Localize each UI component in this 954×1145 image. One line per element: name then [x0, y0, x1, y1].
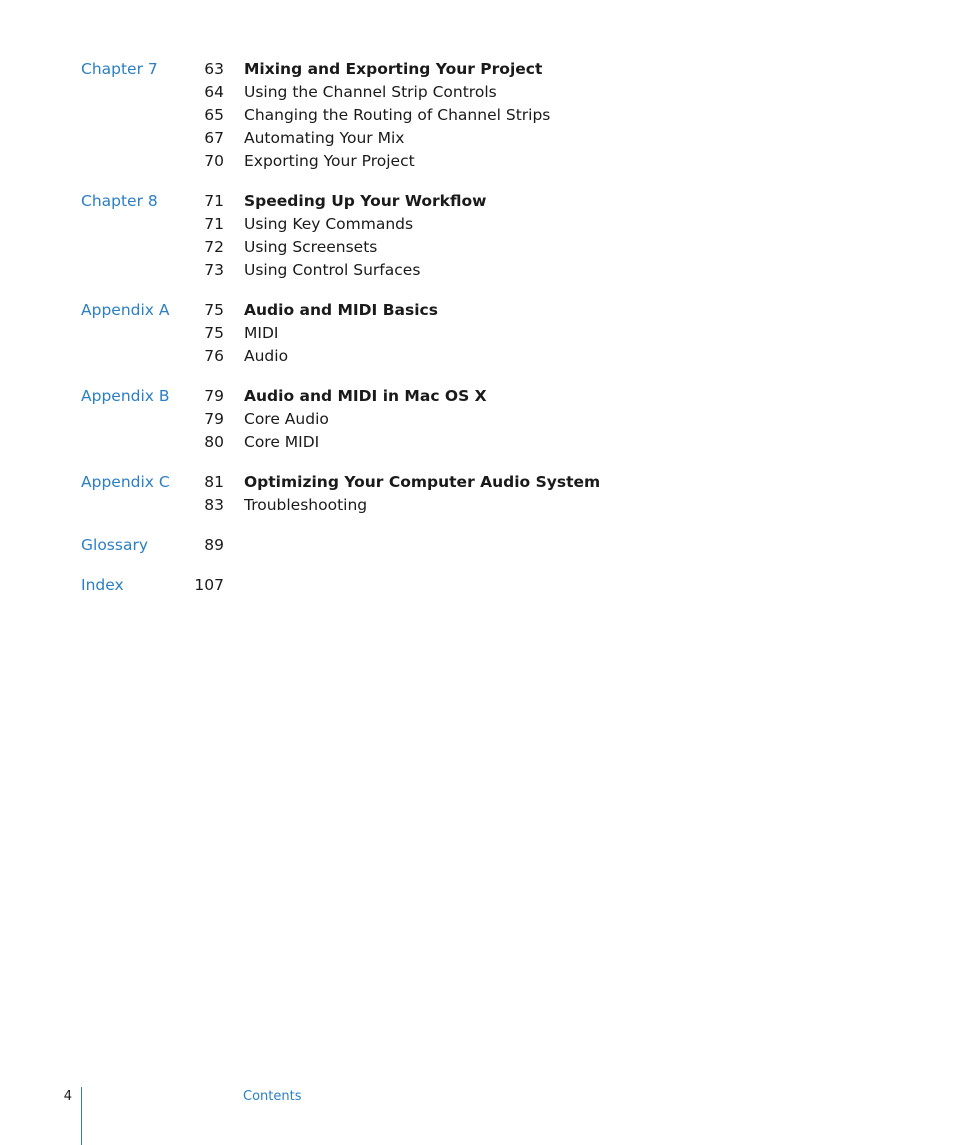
toc-page-number: 107: [194, 576, 224, 594]
toc-entry[interactable]: [0, 322, 954, 345]
toc-page-number: 70: [204, 152, 224, 170]
toc-section-label[interactable]: Glossary: [81, 536, 148, 554]
footer-section-title: Contents: [243, 1089, 302, 1104]
toc-entry-title[interactable]: MIDI: [244, 324, 279, 342]
toc-entry[interactable]: [0, 385, 954, 408]
toc-page-number: 75: [204, 324, 224, 342]
toc-page-number: 71: [204, 192, 224, 210]
toc-entry[interactable]: [0, 299, 954, 322]
toc-section: [0, 385, 954, 454]
toc-page-number: 64: [204, 83, 224, 101]
toc-page-number: 79: [204, 387, 224, 405]
toc-section-label[interactable]: Appendix B: [81, 387, 170, 405]
toc-entry[interactable]: [0, 408, 954, 431]
toc-entry[interactable]: [0, 127, 954, 150]
footer-divider: [81, 1087, 82, 1145]
toc-section-label[interactable]: Appendix C: [81, 473, 170, 491]
toc-entry-title[interactable]: Changing the Routing of Channel Strips: [244, 106, 551, 124]
toc-entry[interactable]: [0, 431, 954, 454]
toc-entry[interactable]: [0, 574, 954, 597]
toc-entry-title[interactable]: Optimizing Your Computer Audio System: [244, 473, 601, 491]
toc-page-number: 67: [204, 129, 224, 147]
toc-entry-title[interactable]: Exporting Your Project: [244, 152, 415, 170]
toc-entry[interactable]: [0, 259, 954, 282]
toc-entry-title[interactable]: Using Control Surfaces: [244, 261, 421, 279]
toc-entry[interactable]: [0, 494, 954, 517]
toc-entry-title[interactable]: Audio: [244, 347, 289, 365]
toc-section: [0, 534, 954, 557]
toc-entry-title[interactable]: Core MIDI: [244, 433, 320, 451]
table-of-contents: [0, 58, 954, 614]
toc-entry[interactable]: [0, 213, 954, 236]
toc-section-label[interactable]: Chapter 7: [81, 60, 158, 78]
toc-page-number: 89: [204, 536, 224, 554]
footer-page-number: 4: [63, 1089, 72, 1104]
toc-section: [0, 58, 954, 173]
toc-page-number: 83: [204, 496, 224, 514]
toc-entry[interactable]: [0, 81, 954, 104]
toc-entry-title[interactable]: Automating Your Mix: [244, 129, 405, 147]
toc-page-number: 73: [204, 261, 224, 279]
toc-entry-title[interactable]: Using the Channel Strip Controls: [244, 83, 497, 101]
toc-entry[interactable]: [0, 534, 954, 557]
toc-page-number: 72: [204, 238, 224, 256]
toc-entry-title[interactable]: Using Screensets: [244, 238, 378, 256]
toc-page-number: 80: [204, 433, 224, 451]
toc-page-number: 76: [204, 347, 224, 365]
toc-entry-title[interactable]: Mixing and Exporting Your Project: [244, 60, 543, 78]
toc-entry[interactable]: [0, 150, 954, 173]
toc-section: [0, 471, 954, 517]
toc-page-number: 79: [204, 410, 224, 428]
toc-page-number: 65: [204, 106, 224, 124]
toc-entry[interactable]: [0, 104, 954, 127]
toc-entry[interactable]: [0, 190, 954, 213]
toc-page-number: 81: [204, 473, 224, 491]
toc-section: [0, 190, 954, 282]
toc-entry-title[interactable]: Using Key Commands: [244, 215, 414, 233]
toc-entry[interactable]: [0, 236, 954, 259]
toc-page-number: 71: [204, 215, 224, 233]
toc-section-label[interactable]: Appendix A: [81, 301, 170, 319]
toc-entry[interactable]: [0, 58, 954, 81]
toc-entry-title[interactable]: Audio and MIDI in Mac OS X: [244, 387, 487, 405]
toc-section: [0, 299, 954, 368]
toc-entry-title[interactable]: Core Audio: [244, 410, 329, 428]
toc-page-number: 63: [204, 60, 224, 78]
toc-section-label[interactable]: Chapter 8: [81, 192, 158, 210]
toc-section: [0, 574, 954, 597]
toc-section-label[interactable]: Index: [81, 576, 124, 594]
toc-page-number: 75: [204, 301, 224, 319]
toc-entry-title[interactable]: Speeding Up Your Workflow: [244, 192, 487, 210]
toc-entry-title[interactable]: Audio and MIDI Basics: [244, 301, 438, 319]
toc-entry[interactable]: [0, 345, 954, 368]
toc-entry-title[interactable]: Troubleshooting: [244, 496, 368, 514]
toc-entry[interactable]: [0, 471, 954, 494]
